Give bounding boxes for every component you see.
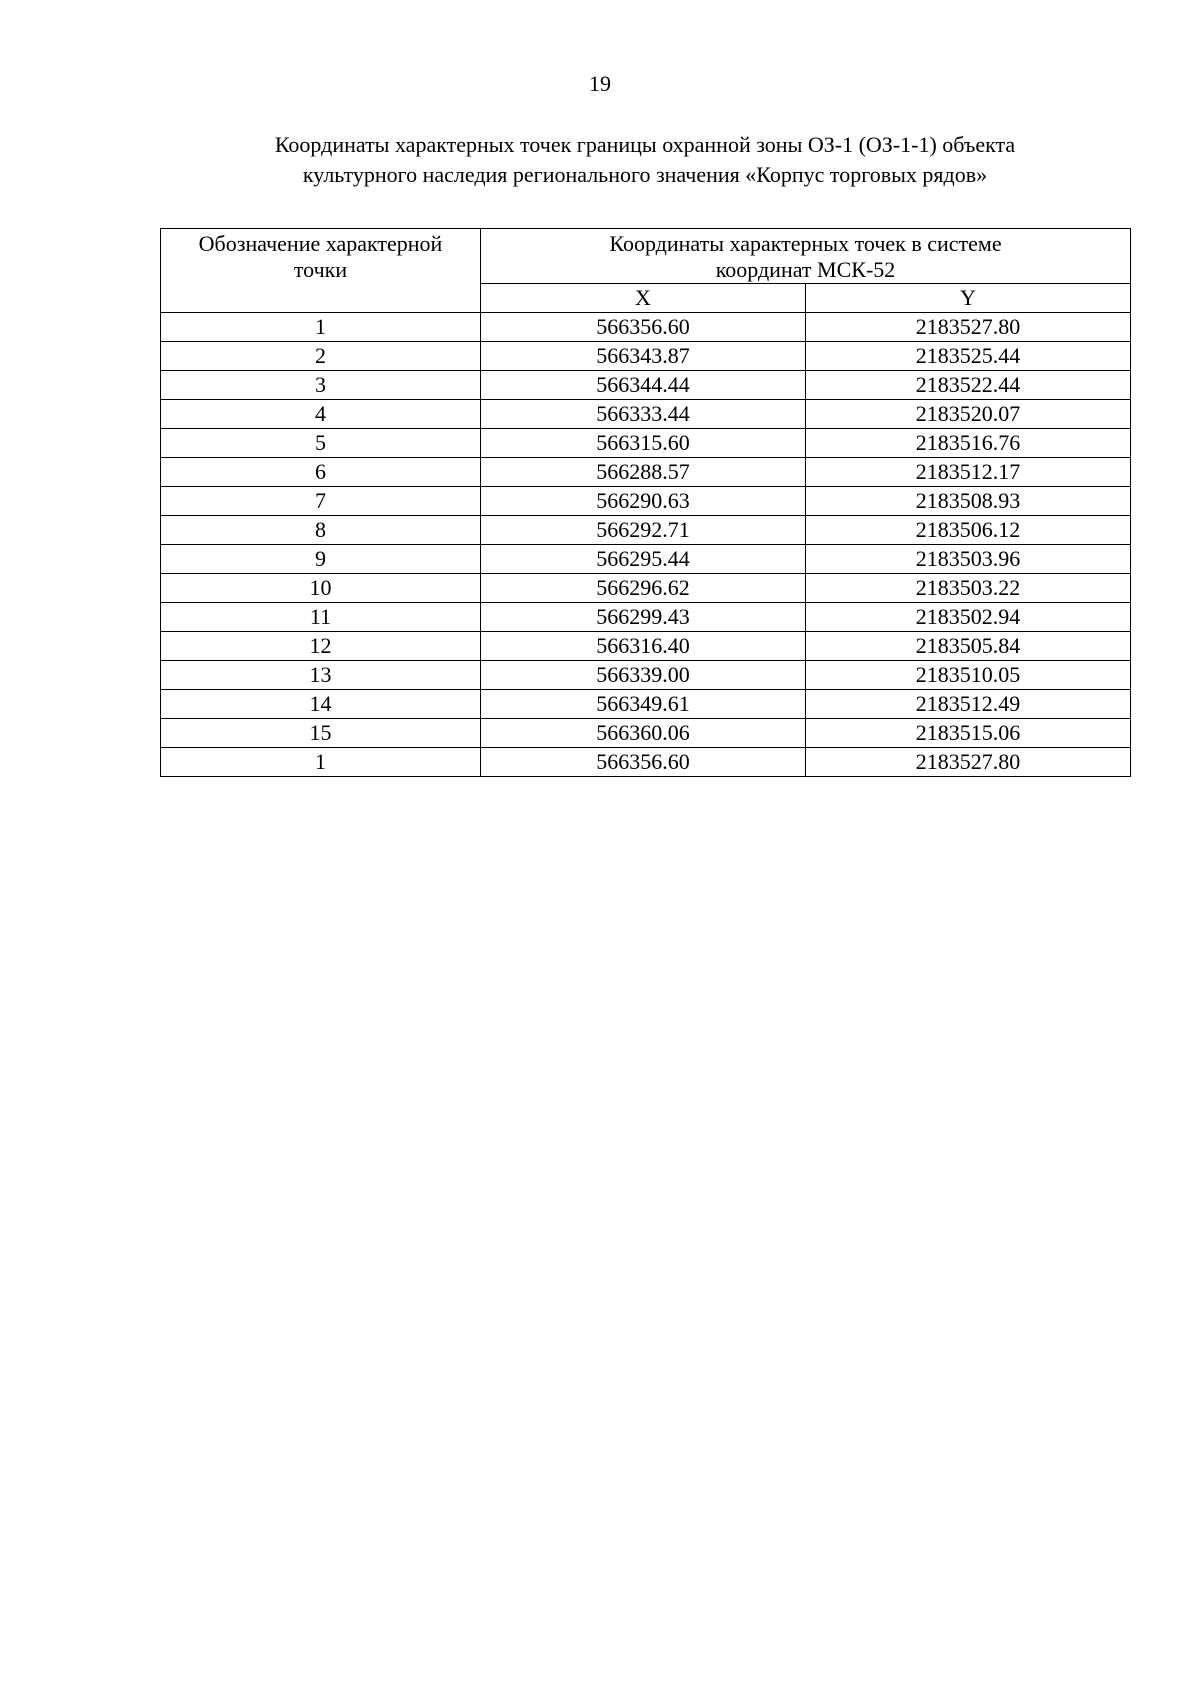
cell-point: 3	[161, 371, 481, 400]
table-row	[161, 603, 1131, 632]
table-row	[161, 661, 1131, 690]
cell-y: 2183522.44	[806, 371, 1131, 400]
cell-y: 2183515.06	[806, 719, 1131, 748]
cell-x: 566292.71	[481, 516, 806, 545]
cell-point: 14	[161, 690, 481, 719]
cell-x: 566349.61	[481, 690, 806, 719]
cell-point: 1	[161, 313, 481, 342]
cell-y: 2183502.94	[806, 603, 1131, 632]
cell-x: 566299.43	[481, 603, 806, 632]
document-title-line-2: культурного наследия регионального значения «Корпус торговых рядов»	[302, 162, 988, 187]
cell-y: 2183512.49	[806, 690, 1131, 719]
header-coordinates	[481, 229, 1131, 284]
table-row	[161, 690, 1131, 719]
cell-x: 566295.44	[481, 545, 806, 574]
coordinates-table	[160, 228, 1131, 777]
cell-y: 2183503.96	[806, 545, 1131, 574]
table-row	[161, 342, 1131, 371]
cell-y: 2183508.93	[806, 487, 1131, 516]
document-title-line-1: Координаты характерных точек границы охранной зоны ОЗ-1 (ОЗ-1-1) объекта	[274, 132, 1016, 157]
cell-point: 15	[161, 719, 481, 748]
cell-y: 2183506.12	[806, 516, 1131, 545]
cell-x: 566290.63	[481, 487, 806, 516]
table-row	[161, 719, 1131, 748]
cell-y: 2183520.07	[806, 400, 1131, 429]
header-coordinates-line-1: Координаты характерных точек в системе	[609, 231, 1002, 256]
table-row	[161, 748, 1131, 777]
cell-point: 4	[161, 400, 481, 429]
table-row	[161, 632, 1131, 661]
table-row	[161, 429, 1131, 458]
header-y: Y	[806, 284, 1131, 313]
cell-point: 5	[161, 429, 481, 458]
header-x: X	[481, 284, 806, 313]
table-row	[161, 371, 1131, 400]
cell-point: 6	[161, 458, 481, 487]
cell-y: 2183527.80	[806, 313, 1131, 342]
table-body	[161, 313, 1131, 777]
header-point-line-1: Обозначение характерной	[198, 231, 443, 256]
table-row	[161, 400, 1131, 429]
table-row	[161, 458, 1131, 487]
cell-y: 2183512.17	[806, 458, 1131, 487]
cell-x: 566344.44	[481, 371, 806, 400]
cell-x: 566288.57	[481, 458, 806, 487]
header-point-designation	[161, 229, 481, 313]
cell-point: 13	[161, 661, 481, 690]
table-row	[161, 313, 1131, 342]
cell-point: 12	[161, 632, 481, 661]
cell-x: 566343.87	[481, 342, 806, 371]
cell-x: 566316.40	[481, 632, 806, 661]
table-row	[161, 574, 1131, 603]
header-coordinates-line-2: координат МСК-52	[715, 257, 896, 282]
cell-point: 11	[161, 603, 481, 632]
cell-point: 8	[161, 516, 481, 545]
cell-x: 566356.60	[481, 313, 806, 342]
cell-x: 566296.62	[481, 574, 806, 603]
document-title	[150, 130, 1140, 190]
cell-x: 566360.06	[481, 719, 806, 748]
table-row	[161, 516, 1131, 545]
cell-point: 9	[161, 545, 481, 574]
cell-point: 1	[161, 748, 481, 777]
cell-point: 10	[161, 574, 481, 603]
page-number: 19	[589, 71, 611, 96]
cell-x: 566356.60	[481, 748, 806, 777]
cell-y: 2183525.44	[806, 342, 1131, 371]
cell-point: 2	[161, 342, 481, 371]
header-point-line-2: точки	[293, 257, 348, 282]
cell-y: 2183527.80	[806, 748, 1131, 777]
cell-x: 566339.00	[481, 661, 806, 690]
cell-y: 2183503.22	[806, 574, 1131, 603]
table-row	[161, 545, 1131, 574]
cell-y: 2183505.84	[806, 632, 1131, 661]
cell-y: 2183516.76	[806, 429, 1131, 458]
cell-point: 7	[161, 487, 481, 516]
cell-y: 2183510.05	[806, 661, 1131, 690]
cell-x: 566333.44	[481, 400, 806, 429]
cell-x: 566315.60	[481, 429, 806, 458]
table-row	[161, 487, 1131, 516]
